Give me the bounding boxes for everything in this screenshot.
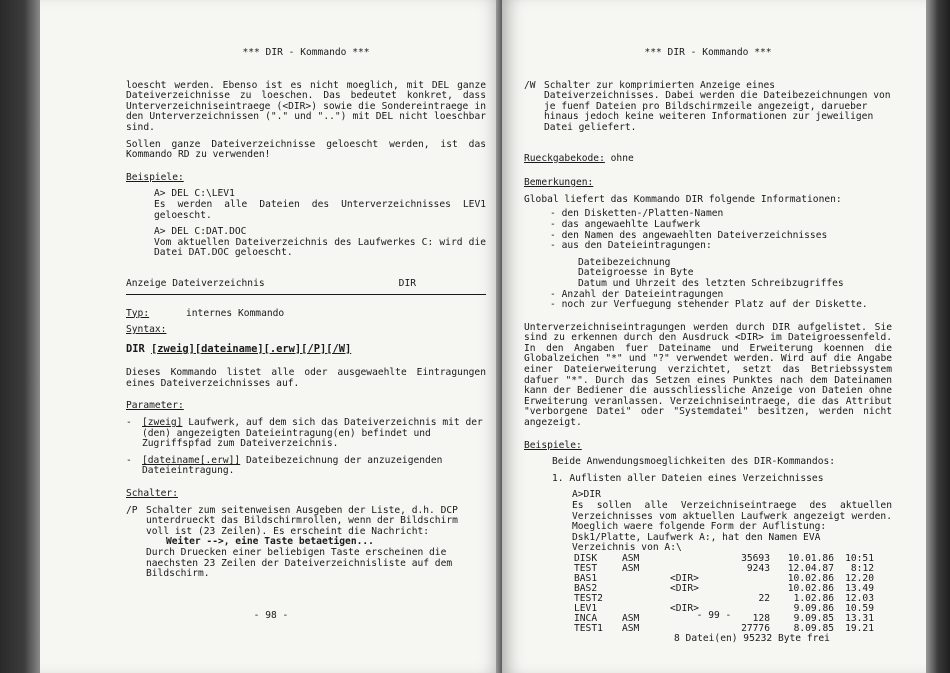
intro-paragraph-1: loescht werden. Ebenso ist es nicht moeglich, mit DEL ganze Dateiverzeichnisse zu loeschen. Das bedeutet konkret, dass Unterverzeichniseintraege (<DIR>) sowie die Sondereintraege in den Unterverzeichnissen ("." und "..") mit DEL nicht loeschbar sind.: [126, 79, 486, 133]
parameter-title: Parameter:: [126, 400, 184, 412]
example-2: [154, 227, 486, 259]
rueckgabe-value: ohne: [610, 152, 634, 164]
listing-dir: <DIR>: [670, 572, 699, 584]
syntax-line: [126, 344, 486, 355]
parameter-name: [zweig]: [142, 417, 183, 429]
listing-time: 19.21: [845, 622, 874, 634]
bemerkungen-list-2: [550, 290, 892, 311]
listing-dir: [670, 554, 730, 564]
examples-title: Beispiele:: [126, 171, 184, 183]
example-1-text: Es sollen alle Verzeichniseintraege des aktuellen Verzeichnisses vom aktuellen Laufwerk angezeigt werden. Moeglich waere folgende Form der Auflistung:: [572, 500, 892, 533]
bemerkungen-sublist: [578, 258, 892, 290]
listing-time: 10.59: [845, 602, 874, 614]
listing-time: 12.03: [845, 592, 874, 604]
bemerkungen-list: [550, 209, 892, 251]
list-item: - noch zur Verfuegung stehender Platz auf der Diskette.: [550, 300, 892, 311]
schalter-p: [126, 506, 486, 580]
listing-size: 35693: [741, 552, 770, 564]
syntax-arguments: [zweig][dateiname][.erw][/P][/W]: [151, 342, 352, 355]
listing-ext: ASM: [622, 562, 640, 574]
listing-date: 12.04.87: [787, 562, 834, 574]
schalter-key: /P: [126, 504, 138, 516]
schalter-text: Schalter zur komprimierten Anzeige eines Dateiverzeichnisses. Dabei werden die Dateibezeichnungen von je fuenf Dateien pro Bildschirmzeile angezeigt, darueber hinaus jedoch keine weiteren Informationen zur jeweiligen Datei geliefert.: [544, 79, 891, 133]
schalter-text: Schalter zum seitenweisen Ausgeben der Liste, d.h. DCP unterdrueckt das Bildschirmrollen, wenn der Bildschirm voll ist (23 Zeilen). Es erscheint die Nachricht:: [146, 504, 458, 537]
section-command: DIR: [398, 277, 416, 289]
parameter-dash: -: [126, 454, 132, 466]
section-rule: [126, 294, 486, 295]
listing-time: 13.31: [845, 612, 874, 624]
page-number: - 99 -: [696, 610, 732, 621]
listing-header-1: Dsk1/Platte, Laufwerk A:, hat den Namen EVA: [572, 531, 821, 543]
listing-size: 9243: [746, 562, 770, 574]
rueckgabe-row: [524, 154, 892, 165]
examples-title: Beispiele:: [524, 439, 582, 451]
example-1-command: A>DIR: [572, 489, 601, 501]
listing-name: INCA: [574, 612, 598, 624]
page-99-content: [524, 48, 892, 645]
listing-name: TEST: [574, 562, 598, 574]
listing-date: 8.09.85: [793, 622, 834, 634]
schalter-w: [524, 81, 892, 134]
listing-date: 9.09.85: [793, 612, 834, 624]
bemerkungen-paragraph: Unterverzeichniseintragungen werden durch DIR aufgelistet. Sie sind zu erkennen durch den Ausdruck <DIR> im Dateigroessenfeld. In den Angaben fuer Dateiname und Erweiterung koennen die Globalzeichen "*" und "?" verwendet werden. Wird auf die Angabe einer Dateierweiterung verzichtet, setzt das Betriebssystem dafuer "*". Durch das Setzen eines Punktes nach dem Dateinamen kann der Bediener die ausschliessliche Anzeige von Dateien ohne Erweiterung veranlassen. Verzeichniseintraege, die das Attribut "verborgene Datei" oder "Systemdatei" besitzen, werden nicht angezeigt.: [524, 321, 892, 429]
sub-item: Dateibezeichnung: [578, 256, 671, 268]
typ-label: Typ:: [126, 307, 150, 319]
page-header: *** DIR - Kommando ***: [242, 47, 370, 58]
listing-date: 10.02.86: [787, 572, 834, 584]
listing-ext: [622, 574, 670, 584]
description: Dieses Kommando listet alle oder ausgewaehlte Eintragungen eines Dateiverzeichnisses auf.: [126, 367, 486, 389]
list-item: - den Disketten-/Platten-Namen: [550, 209, 892, 220]
listing-size: 128: [752, 612, 770, 624]
schalter-title: Schalter:: [126, 488, 178, 500]
examples-intro: Beide Anwendungsmoeglichkeiten des DIR-Kommandos:: [552, 456, 836, 468]
listing-ext: ASM: [622, 552, 640, 564]
typ-value: internes Kommando: [186, 307, 285, 319]
rueckgabe-label: Rueckgabekode:: [524, 152, 605, 164]
example-1: [154, 189, 486, 221]
example-1-text: Es werden alle Dateien des Unterverzeichnisses LEV1 geloescht.: [154, 198, 486, 221]
listing-name: TEST2: [574, 592, 603, 604]
parameter-dash: -: [126, 417, 132, 429]
syntax-label: Syntax:: [126, 324, 167, 336]
schalter-key: /W: [524, 79, 536, 91]
listing-size: [730, 574, 774, 584]
listing-date: 9.09.86: [793, 602, 834, 614]
listing-time: 12.20: [845, 572, 874, 584]
listing-name: TEST1: [574, 622, 603, 634]
example-1-command: A> DEL C:\LEV1: [154, 188, 235, 200]
listing-ext: [622, 584, 670, 594]
section-heading: [126, 279, 486, 290]
list-item: - den Namen des angewaehlten Dateiverzeichnisses: [550, 231, 892, 242]
bemerkungen-intro: Global liefert das Kommando DIR folgende Informationen:: [524, 193, 842, 205]
listing-name: DISK: [574, 552, 598, 564]
listing-ext: ASM: [622, 612, 640, 624]
listing-name: BAS2: [574, 582, 598, 594]
intro-paragraph-2: Sollen ganze Dateiverzeichnisse geloescht werden, ist das Kommando RD zu verwenden!: [126, 138, 486, 161]
page-number: - 98 -: [253, 610, 289, 621]
example-2-command: A> DEL C:DAT.DOC: [154, 226, 247, 238]
listing-date: 10.02.86: [787, 582, 834, 594]
listing-name: BAS1: [574, 572, 598, 584]
listing-time: 13.49: [845, 582, 874, 594]
page-98-content: [126, 48, 486, 586]
book-edge-right: [926, 0, 950, 673]
listing-header-2: Verzeichnis von A:\: [572, 542, 682, 554]
parameter-text: Laufwerk, auf dem sich das Dateiverzeichnis mit der (den) angezeigten Dateieintragung(en) befindet und Zugriffspfad zum Dateiverzeichnis.: [142, 417, 483, 450]
listing-date: 1.02.86: [793, 592, 834, 604]
listing-ext: [622, 594, 670, 604]
parameter-dateiname: [126, 456, 486, 477]
listing-size: 27776: [741, 622, 770, 634]
listing-date: 10.01.86: [787, 552, 834, 564]
parameter-text: Dateibezeichnung der anzuzeigenden Dateieintragung.: [142, 454, 443, 477]
page-header: *** DIR - Kommando ***: [644, 47, 772, 58]
directory-listing: [574, 554, 878, 634]
listing-name: LEV1: [574, 602, 598, 614]
listing-time: 10:51: [845, 552, 874, 564]
listing-time: 8:12: [850, 562, 874, 574]
list-item: - Anzahl der Dateieintragungen: [550, 290, 892, 301]
page-98: [40, 0, 502, 673]
listing-ext: ASM: [622, 622, 640, 634]
page-99: [502, 0, 926, 673]
book-edge-left: [0, 0, 40, 673]
example-1-title: 1. Auflisten aller Dateien eines Verzeichnisses: [552, 472, 824, 484]
example-2-text: Vom aktuellen Dateiverzeichnis des Laufwerkes C: wird die Datei DAT.DOC geloescht.: [154, 236, 486, 259]
syntax-command: DIR: [126, 342, 145, 355]
sub-item: Datum und Uhrzeit des letzten Schreibzugriffes: [578, 277, 844, 289]
sub-item: Dateigroesse in Byte: [578, 267, 694, 279]
section-title: Anzeige Dateiverzeichnis: [126, 277, 265, 289]
bemerkungen-title: Bemerkungen:: [524, 177, 594, 189]
list-item: - aus den Dateieintragungen:: [550, 241, 892, 252]
listing-dir: <DIR>: [670, 602, 699, 614]
schalter-message: Weiter -->, eine Taste betaetigen...: [166, 536, 374, 548]
typ-row: [126, 309, 486, 320]
list-item: - das angewaehlte Laufwerk: [550, 220, 892, 231]
parameter-zweig: [126, 418, 486, 450]
parameter-name: [dateiname[.erw]]: [142, 454, 241, 466]
listing-footer: 8 Datei(en) 95232 Byte frei: [674, 632, 830, 644]
schalter-after: Durch Druecken einer beliebigen Taste erscheinen die naechsten 23 Zeilen der Dateiverzeichnisliste auf dem Bildschirm.: [146, 547, 453, 580]
listing-dir: <DIR>: [670, 582, 699, 594]
listing-size: 22: [758, 592, 770, 604]
